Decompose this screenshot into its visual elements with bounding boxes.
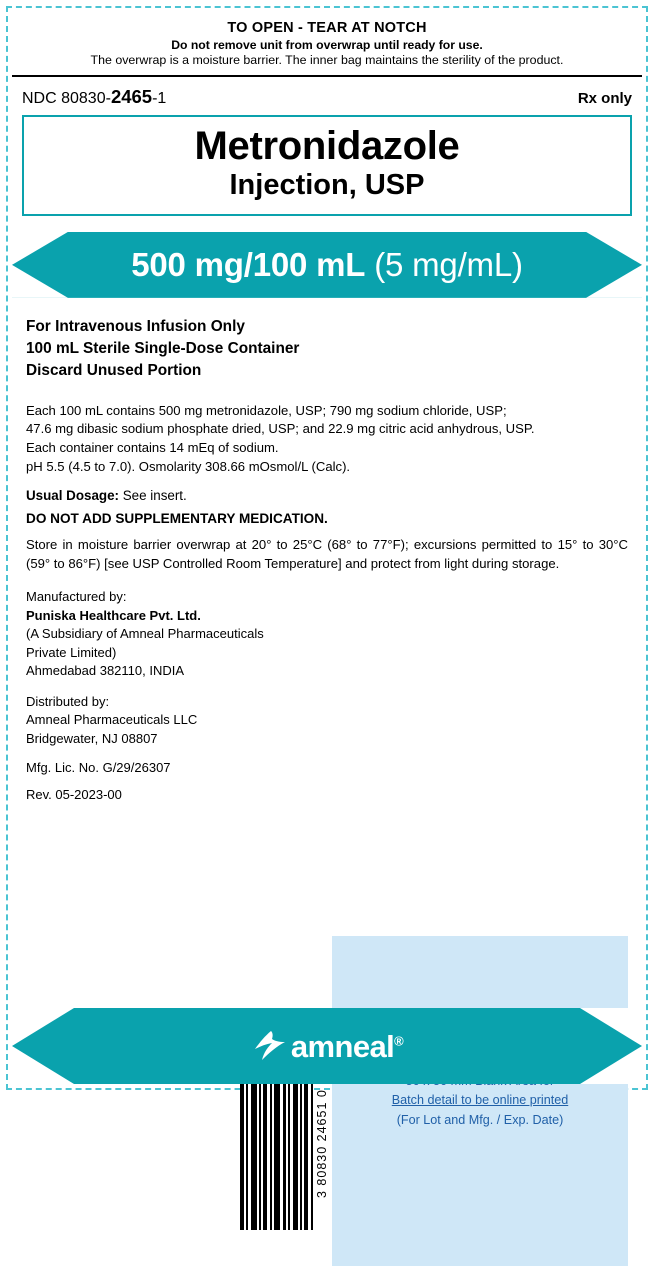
usual-dosage — [26, 488, 628, 503]
rx-only-badge: Rx only — [577, 90, 632, 107]
ndc-suffix: -1 — [152, 90, 167, 107]
manufacturer-sub1: (A Subsidiary of Amneal Pharmaceuticals — [26, 626, 264, 642]
usual-dosage-label: Usual Dosage: — [26, 488, 120, 504]
amneal-wordmark — [290, 1028, 404, 1064]
composition-line-3: Each container contains 14 mEq of sodium. — [26, 439, 279, 455]
barcode-digits: 3 80830 24651 0 — [315, 1089, 329, 1199]
strength-concentration: (5 mg/mL) — [374, 245, 523, 283]
strength-banner — [12, 232, 642, 298]
label-body — [12, 298, 642, 1199]
amneal-brand-text: amneal — [290, 1028, 395, 1064]
lower-section — [26, 588, 628, 802]
distributor-heading: Distributed by: — [26, 693, 110, 709]
ndc-prefix: NDC 80830- — [22, 90, 111, 107]
distributor-name: Amneal Pharmaceuticals LLC — [26, 712, 198, 728]
manufacturer-heading: Manufactured by: — [26, 589, 127, 605]
drug-name-box — [22, 115, 632, 216]
strength-value: 500 mg/100 mL — [131, 245, 366, 283]
revision-code: Rev. 05-2023-00 — [26, 786, 122, 802]
open-instructions-title: TO OPEN - TEAR AT NOTCH — [227, 20, 427, 36]
composition-line-1: Each 100 mL contains 500 mg metronidazole, USP; 790 mg sodium chloride, USP; — [26, 402, 507, 418]
ndc-row — [12, 77, 642, 115]
drug-name: Metronidazole — [194, 124, 460, 168]
ndc-middle: 2465 — [110, 86, 153, 107]
use-line-3: Discard Unused Portion — [26, 361, 202, 379]
usual-dosage-value: See insert. — [119, 488, 187, 504]
manufacturer-sub2: Private Limited) — [26, 644, 117, 660]
open-instructions-line3: The overwrap is a moisture barrier. The inner bag maintains the sterility of the product. — [90, 53, 564, 67]
manufacturer-name: Puniska Healthcare Pvt. Ltd. — [26, 607, 201, 623]
manufacturer-column — [26, 588, 326, 802]
composition-line-2: 47.6 mg dibasic sodium phosphate dried, USP; and 22.9 mg citric acid anhydrous, USP. — [26, 421, 535, 437]
blank-area-line-2: Batch detail to be online printed — [391, 1093, 569, 1108]
blank-area-line-3: (For Lot and Mfg. / Exp. Date) — [396, 1112, 564, 1127]
drug-form: Injection, USP — [229, 169, 425, 201]
drug-label — [12, 12, 642, 1199]
amneal-logo — [12, 1008, 642, 1084]
ndc-code — [22, 86, 166, 108]
strength-text — [12, 232, 642, 298]
open-instructions — [12, 12, 642, 77]
use-statement — [26, 316, 628, 382]
open-instructions-line2: Do not remove unit from overwrap until ready for use. — [171, 38, 483, 52]
composition-text — [26, 402, 628, 477]
manufacturer-address: Ahmedabad 382110, INDIA — [26, 663, 185, 679]
supplementary-warning: DO NOT ADD SUPPLEMENTARY MEDICATION. — [26, 511, 328, 527]
license-number: Mfg. Lic. No. G/29/26307 — [26, 759, 171, 775]
registered-mark: ® — [394, 1033, 404, 1049]
distributor-block — [26, 693, 326, 748]
use-line-1: For Intravenous Infusion Only — [26, 317, 245, 335]
amneal-mark-icon — [251, 1029, 287, 1063]
storage-instructions: Store in moisture barrier overwrap at 20° to 25°C (68° to 77°F); excursions permitted to 15° to 30°C (59° to 86°F) [see USP Controlled Room Temperature] and protect from light during storage. — [26, 537, 628, 572]
blank-print-area — [332, 936, 628, 1266]
distributor-address: Bridgewater, NJ 08807 — [26, 730, 158, 746]
manufacturer-block — [26, 588, 326, 680]
use-line-2: 100 mL Sterile Single-Dose Container — [26, 339, 300, 357]
composition-line-4: pH 5.5 (4.5 to 7.0). Osmolarity 308.66 mOsmol/L (Calc). — [26, 458, 351, 474]
footer-banner — [12, 1008, 642, 1084]
